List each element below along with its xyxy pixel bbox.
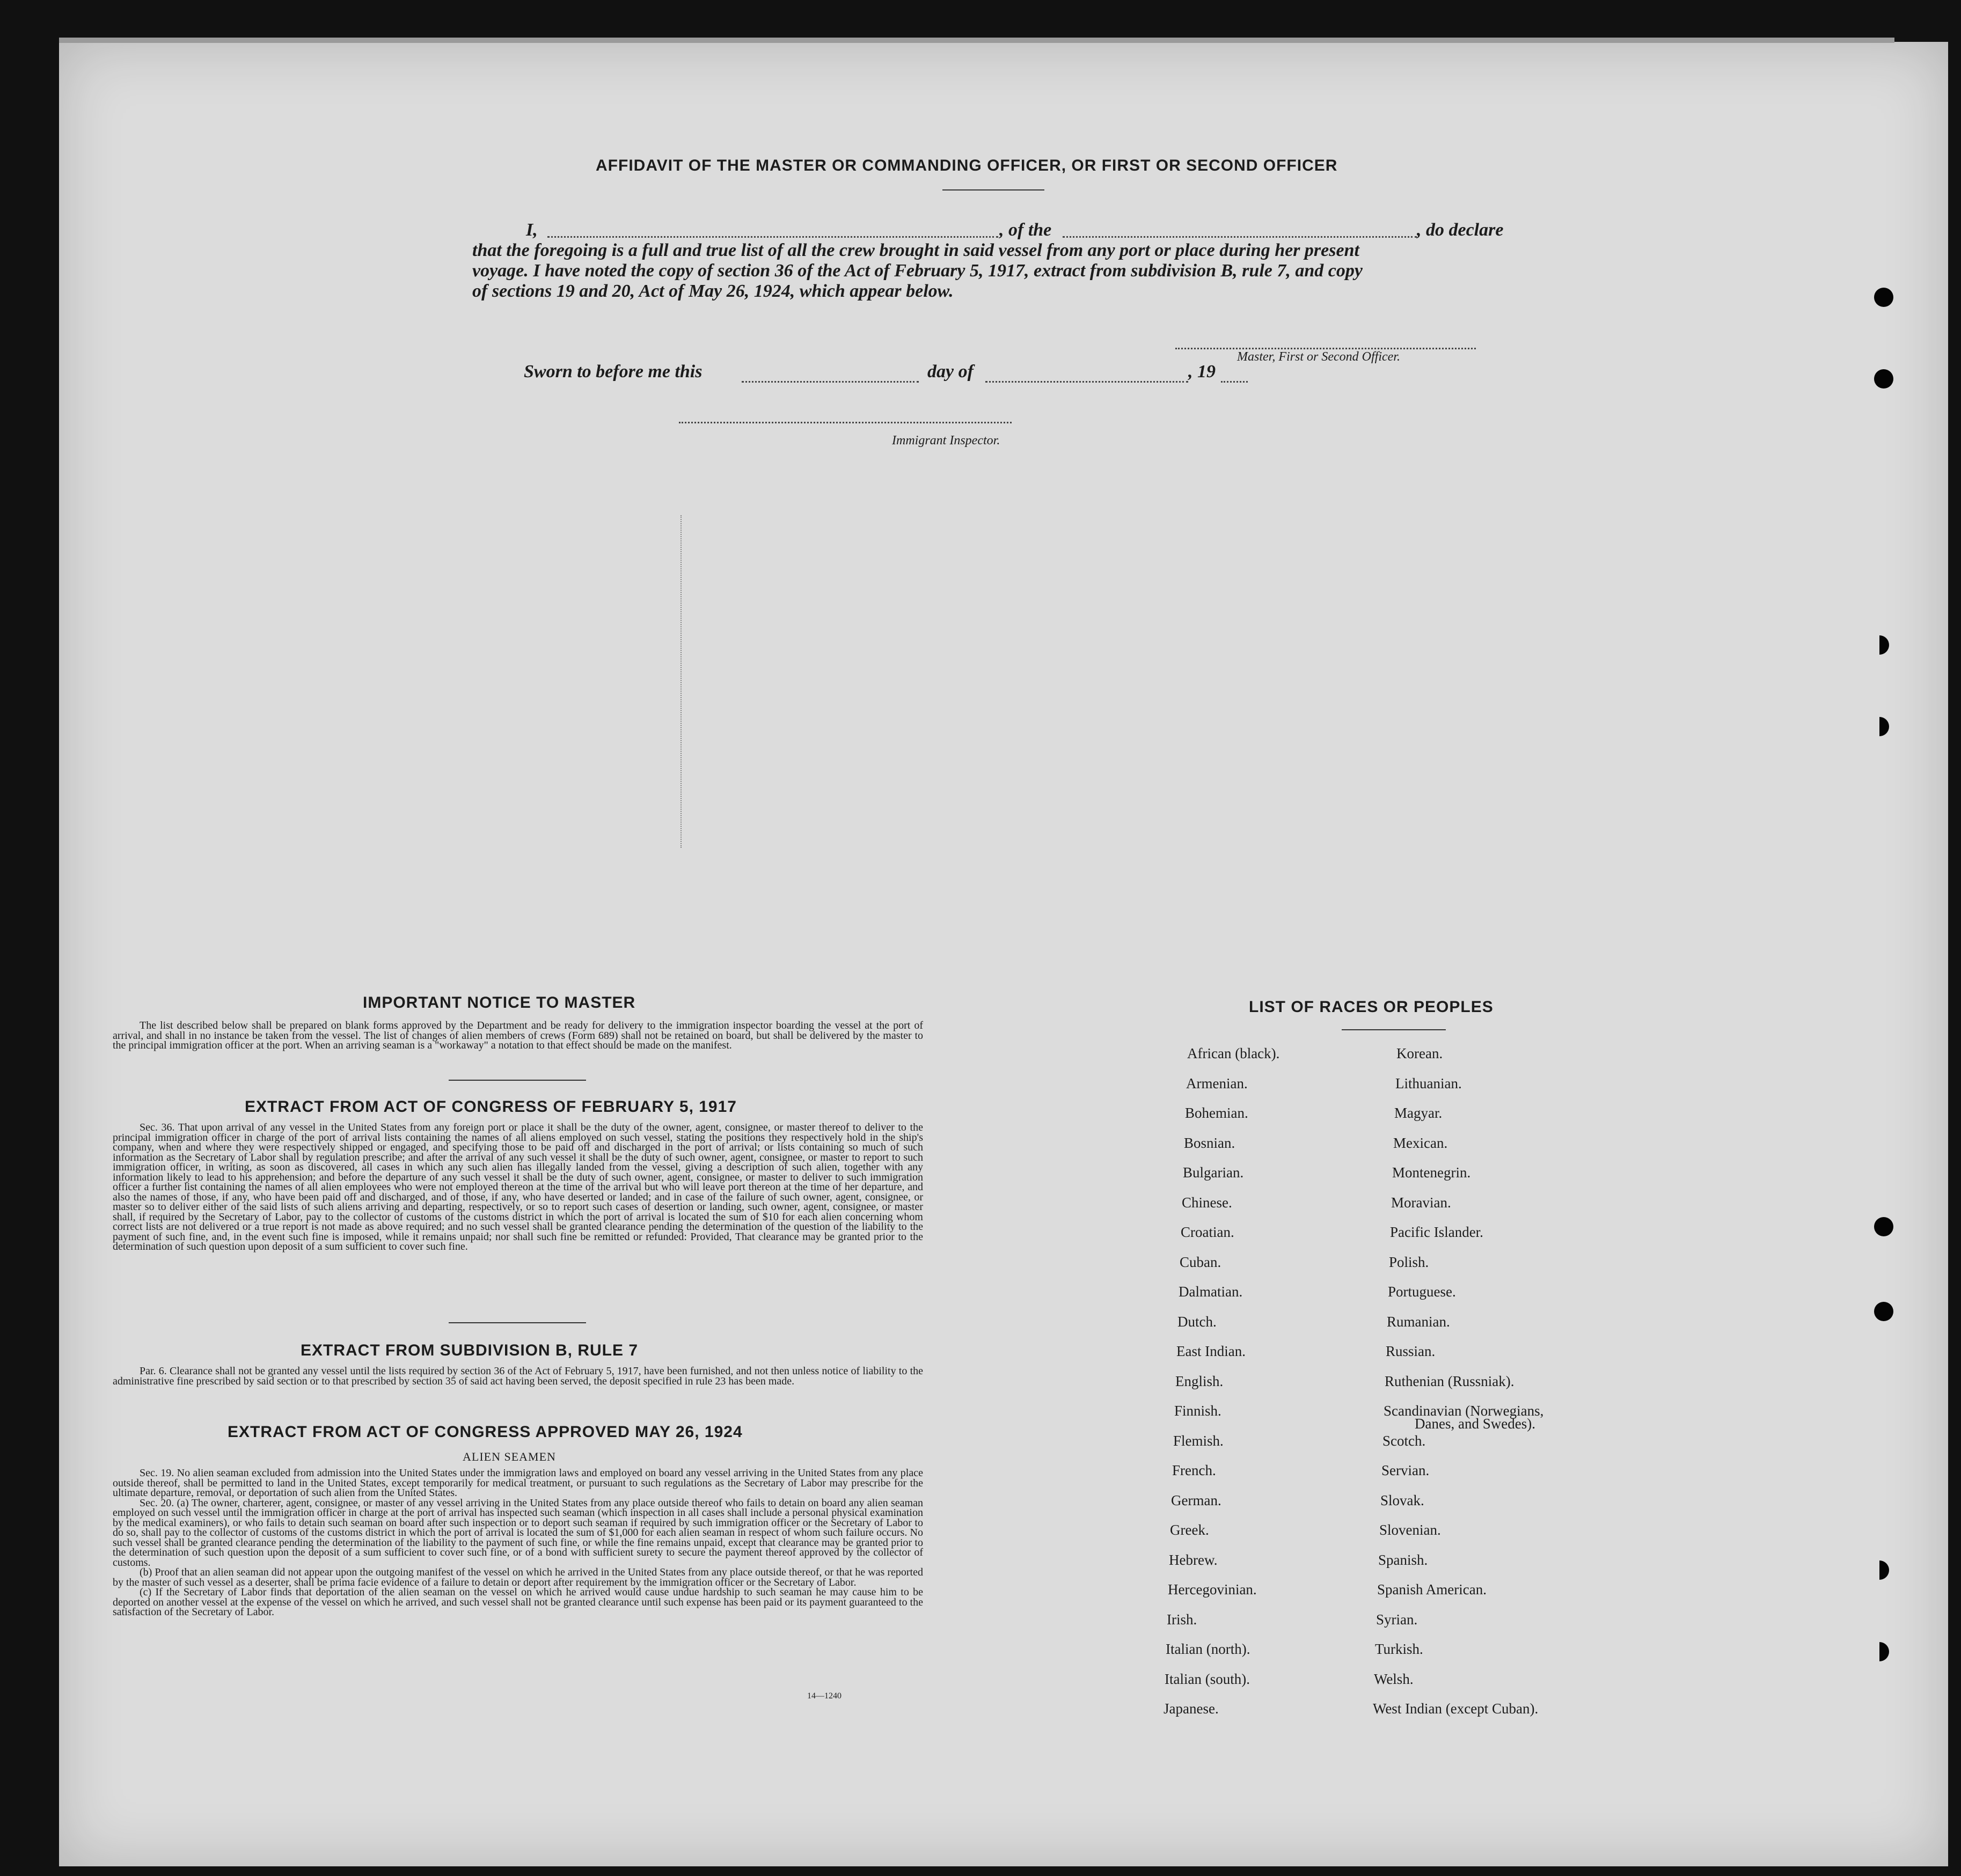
- section-19: Sec. 19. No alien seaman excluded from admission into the United States under the immigration laws and employed on board any vessel arriving in the United States from any place outside thereof, shall be permitted to land in the United States, except temporarily for medical treatment, or pursuant to such regulations as the Secretary of Labor may prescribe for the ultimate departure, removal, or deportation of such alien from the United States.: [113, 1467, 923, 1499]
- affidavit-line-1-start: I,: [526, 220, 538, 240]
- punch-hole: [1874, 288, 1893, 307]
- race-item: Bulgarian.: [1183, 1164, 1244, 1181]
- race-item: English.: [1175, 1373, 1224, 1389]
- race-item: Portuguese.: [1388, 1284, 1456, 1300]
- race-item: Ruthenian (Russniak).: [1385, 1373, 1514, 1389]
- race-item: Magyar.: [1394, 1105, 1443, 1121]
- extract-1924-title: EXTRACT FROM ACT OF CONGRESS APPROVED MAY 26, 1924: [228, 1423, 743, 1441]
- race-item: Scotch.: [1382, 1432, 1426, 1449]
- section-20a: Sec. 20. (a) The owner, charterer, agent, consignee, or master of any vessel arriving in the United States from any place outside thereof who fails to detain on board any alien seaman employed on such vessel until the immigration officer in charge at the port of arrival has inspected such seaman (which inspection in all cases shall include a personal physical examination by the medical examiners), or who fails to detain such seaman on board after such inspection or to deport such seaman if required by such immigration officer or the Secretary of Labor to do so, shall pay to the collector of customs of the customs district in which the port of arrival is located the sum of $1,000 for each alien seaman in respect of whom such failure occurs. No such vessel shall be granted clearance pending the determination of the liability to the payment of such fine, or while the fine remains unpaid, except that clearance may be granted prior to the determination of such question upon the deposit of a sum sufficient to cover such fine, or of a bond with sufficient surety to secure the payment thereof approved by the collector of customs.: [113, 1497, 923, 1569]
- race-item: Dutch.: [1177, 1313, 1217, 1330]
- inspector-signature-line[interactable]: [679, 422, 1012, 423]
- race-item: Turkish.: [1375, 1641, 1423, 1657]
- race-item: African (black).: [1187, 1045, 1280, 1061]
- sworn-year-field[interactable]: [1221, 381, 1248, 383]
- race-item: Russian.: [1386, 1343, 1436, 1359]
- signature-line[interactable]: [1175, 348, 1476, 349]
- faint-column-guide: [681, 515, 682, 848]
- race-item: Irish.: [1167, 1611, 1197, 1628]
- race-item: Hercegovinian.: [1168, 1581, 1257, 1597]
- race-item: German.: [1171, 1492, 1221, 1508]
- punch-hole: [1874, 1302, 1893, 1321]
- race-item: Servian.: [1381, 1462, 1430, 1478]
- race-item: Italian (north).: [1166, 1641, 1250, 1657]
- race-item: Bohemian.: [1185, 1105, 1248, 1121]
- affidavit-line-3: voyage. I have noted the copy of section 36 of the Act of February 5, 1917, extract from subdivision B, rule 7, and copy: [472, 261, 1363, 281]
- affidavit-line-2: that the foregoing is a full and true list of all the crew brought in said vessel from any port or place during her present: [472, 240, 1359, 260]
- name-field[interactable]: [547, 236, 998, 238]
- sworn-text: Sworn to before me this: [524, 362, 703, 382]
- divider: [1342, 1029, 1446, 1030]
- sworn-day-of: day of: [927, 362, 974, 382]
- race-item: Welsh.: [1374, 1670, 1414, 1687]
- race-item: Italian (south).: [1165, 1670, 1250, 1687]
- race-item: Bosnian.: [1184, 1134, 1235, 1151]
- inspector-label: Immigrant Inspector.: [892, 434, 1000, 448]
- notice-text: The list described below shall be prepared on blank forms approved by the Department and be ready for delivery to the immigration inspector boarding the vessel at the port of arrival, and shall in no instance be taken from the vessel. The list of changes of alien members of crews (Form 689) shall not be retained on board, but shall be delivered by the master to the principal immigration officer at the port. When an arriving seaman is a "workaway" a notation to that effect should be made on the manifest.: [113, 1020, 923, 1051]
- punch-hole: [1874, 369, 1893, 389]
- race-item: Slovak.: [1380, 1492, 1424, 1508]
- race-item: Polish.: [1389, 1254, 1429, 1270]
- extract-1917-text: Sec. 36. That upon arrival of any vessel in the United States from any foreign port or place it shall be the duty of the owner, agent, consignee, or master thereof to deliver to the principal immigration officer in charge of the port of arrival lists containing the names of all aliens employed on such vessel, stating the positions they respectively hold in the ship's company, when and where they were respectively shipped or engaged, and specifying those to be paid off and discharged in the port of arrival; or lists containing so much of such information as the Secretary of Labor shall by regulation prescribe; and after the arrival of any such vessel it shall be the duty of such owner, agent, consignee, or master to report to such immigration officer, in writing, as soon as discovered, all cases in which any such alien has illegally landed from the vessel, giving a description of such alien, together with any information likely to lead to his apprehension; and before the departure of any such vessel it shall be the duty of such owner, agent, consignee, or master to deliver to such immigration officer a further list containing the names of all alien employees who were not employed thereon at the time of the arrival but who will leave port thereon at the time of her departure, and also the names of those, if any, who have been paid off and discharged, and of those, if any, who have deserted or landed; and in case of the failure of such owner, agent, consignee, or master so to deliver either of the said lists of such aliens arriving and departing, respectively, or so to report such cases of desertion or landing, such owner, agent, consignee, or master shall, if required by the Secretary of Labor, pay to the collector of customs of the customs district in which the port of arrival is located the sum of $10 for each alien concerning whom correct lists are not delivered or a true report is not made as above required; and no such vessel shall be granted clearance pending the determination of the question of the liability to the payment of such fine, and, in the event such fine is imposed, while it remains unpaid; nor shall such fine be remitted or refunded: Provided, That clearance may be granted prior to the determination of such question upon deposit of a sum sufficient to cover such fine.: [113, 1122, 923, 1252]
- race-item: Slovenian.: [1379, 1522, 1441, 1538]
- punch-hole: [1874, 1217, 1893, 1236]
- race-item: East Indian.: [1176, 1343, 1246, 1359]
- race-item: Moravian.: [1391, 1194, 1451, 1211]
- section-20b: (b) Proof that an alien seaman did not appear upon the outgoing manifest of the vessel on which he arrived in the United States from any place outside thereof, or that he was reported by the master of such vessel as a deserter, shall be prima facie evidence of a failure to detain or deport after requirement by the immigration officer or the Secretary of Labor.: [113, 1566, 923, 1588]
- race-item: Danes, and Swedes).: [1415, 1416, 1535, 1432]
- extract-1924-subtitle: ALIEN SEAMEN: [463, 1450, 556, 1463]
- race-item: Flemish.: [1173, 1432, 1224, 1449]
- extract-rule7-text: Par. 6. Clearance shall not be granted any vessel until the lists required by section 36 of the Act of February 5, 1917, have been furnished, and not then unless notice of liability to the administrative fine prescribed by said section or to that prescribed by section 35 of said act having been served, the deposit specified in rule 23 has been made.: [113, 1365, 923, 1387]
- race-item: Greek.: [1170, 1522, 1209, 1538]
- extract-1924-body: [113, 1468, 923, 1617]
- race-item: French.: [1172, 1462, 1216, 1478]
- sheet-top-edge: [59, 38, 1894, 43]
- section-20c: (c) If the Secretary of Labor finds that deportation of the alien seaman on the vessel on which he arrived would cause undue hardship to such seaman he may cause him to be deported on another vessel at the expense of the vessel on which he arrived, and such vessel shall not be granted clearance until such expense has been paid or its payment guaranteed to the satisfaction of the Secretary of Labor.: [113, 1586, 923, 1618]
- races-title: LIST OF RACES OR PEOPLES: [1249, 998, 1494, 1016]
- race-item: Rumanian.: [1387, 1313, 1450, 1330]
- race-item: Spanish American.: [1377, 1581, 1487, 1597]
- race-item: West Indian (except Cuban).: [1373, 1701, 1539, 1717]
- race-item: Chinese.: [1182, 1194, 1232, 1211]
- affidavit-title: AFFIDAVIT OF THE MASTER OR COMMANDING OFFICER, OR FIRST OR SECOND OFFICER: [596, 157, 1338, 174]
- race-item: Scandinavian (Norwegians,: [1384, 1403, 1544, 1419]
- race-item: Cuban.: [1180, 1254, 1221, 1270]
- race-item: Mexican.: [1393, 1134, 1448, 1151]
- extract-rule7-title: EXTRACT FROM SUBDIVISION B, RULE 7: [301, 1342, 639, 1359]
- divider: [942, 189, 1044, 190]
- race-item: Croatian.: [1181, 1224, 1234, 1240]
- race-item: Hebrew.: [1169, 1551, 1218, 1568]
- signature-label: Master, First or Second Officer.: [1237, 350, 1400, 364]
- divider: [449, 1322, 586, 1323]
- race-item: Finnish.: [1174, 1403, 1221, 1419]
- form-number: 14—1240: [807, 1691, 842, 1701]
- extract-1917-title: EXTRACT FROM ACT OF CONGRESS OF FEBRUARY 5, 1917: [245, 1098, 737, 1116]
- divider: [449, 1080, 586, 1081]
- race-item: Armenian.: [1186, 1075, 1248, 1091]
- race-item: Japanese.: [1164, 1701, 1219, 1717]
- affidavit-line-1-mid: , of the: [999, 220, 1052, 240]
- race-item: Dalmatian.: [1179, 1284, 1243, 1300]
- race-item: Pacific Islander.: [1390, 1224, 1483, 1240]
- sworn-year: , 19: [1188, 362, 1216, 382]
- sworn-month-field[interactable]: [985, 381, 1188, 383]
- race-item: Montenegrin.: [1392, 1164, 1471, 1181]
- race-item: Korean.: [1396, 1045, 1443, 1061]
- vessel-field[interactable]: [1063, 236, 1417, 238]
- sworn-day-field[interactable]: [742, 381, 919, 383]
- affidavit-line-4: of sections 19 and 20, Act of May 26, 1924, which appear below.: [472, 281, 954, 301]
- race-item: Spanish.: [1378, 1551, 1428, 1568]
- race-item: Lithuanian.: [1395, 1075, 1462, 1091]
- notice-title: IMPORTANT NOTICE TO MASTER: [363, 994, 636, 1012]
- affidavit-line-1-end: , do declare: [1417, 220, 1504, 240]
- race-item: Syrian.: [1376, 1611, 1418, 1628]
